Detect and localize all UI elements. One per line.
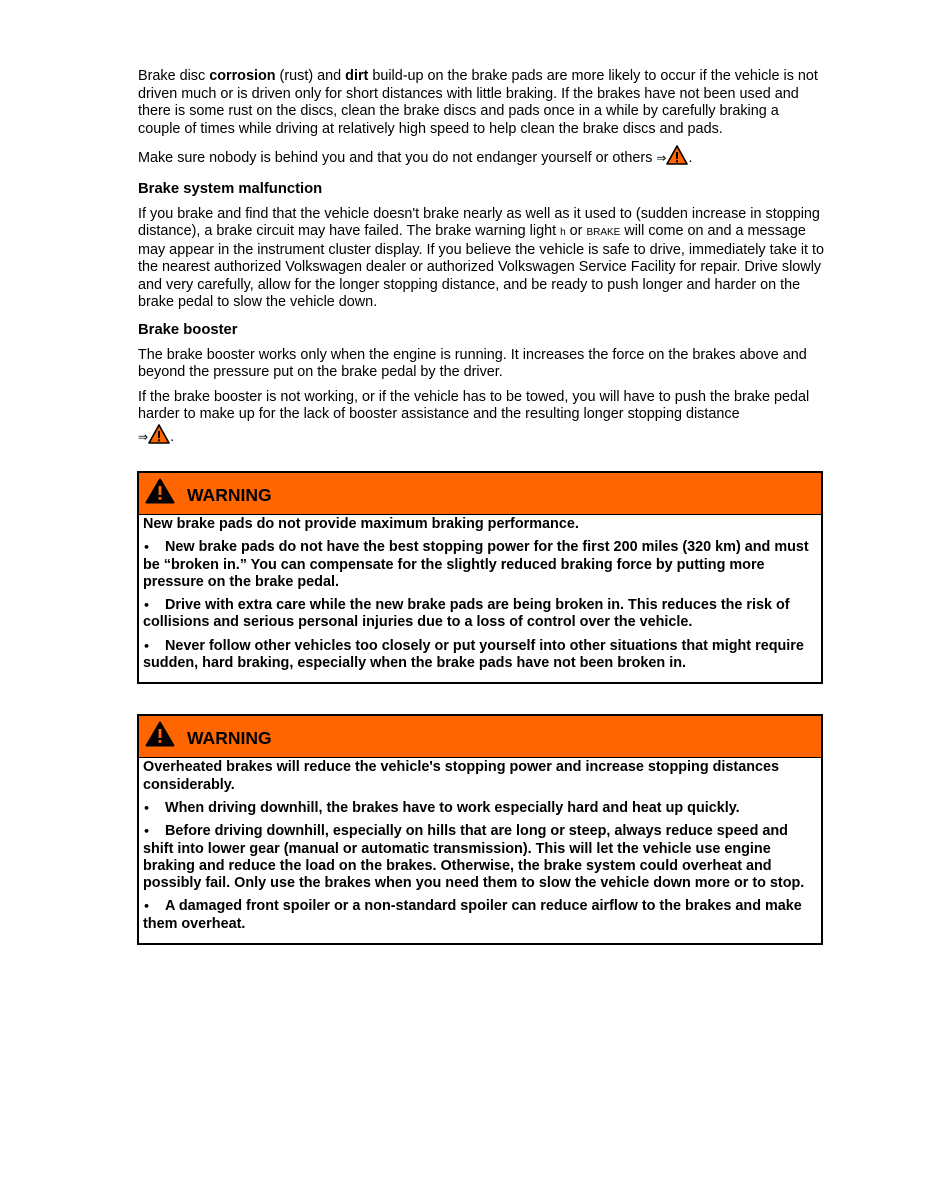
warning-box-overheated-brakes xyxy=(137,714,823,945)
warning-bullet: • New brake pads do not have the best stopping power for the first 200 miles (320 km) and must be “broken in.” You can compensate for the slightly reduced braking force by putting more pressure on the brake pedal. xyxy=(143,539,809,590)
warning-bullet: • Never follow other vehicles too closely or put yourself into other situations that might require sudden, hard braking, especially when the brake pads have not been broken in. xyxy=(143,637,804,672)
warning-lead: Overheated brakes will reduce the vehicle's stopping power and increase stopping distances considerably. xyxy=(143,759,780,793)
malfunction-paragraph: If you brake and find that the vehicle doesn't brake nearly as well as it used to (sudden increase in stopping distance), a brake circuit may have failed. The brake warning light h or BRAKE will come on and a message may appear in the instrument cluster display. If you believe the vehicle is safe to drive, immediately take it to the nearest authorized Volkswagen dealer or authorized Volkswagen Service Facility for repair. Drive slowly and very carefully, allow for the longer stopping distance, and be ready to push longer and harder on the brake pedal to slow the vehicle down. xyxy=(138,205,825,310)
warning-title: WARNING xyxy=(187,484,272,505)
warning-triangle-icon xyxy=(145,478,175,509)
cross-reference-arrow: ⇒ xyxy=(138,429,149,444)
warning-triangle-icon xyxy=(145,721,175,752)
warning-bullet: • Before driving downhill, especially on hills that are long or steep, always reduce speed and shift into lower gear (manual or automatic transmission). This will let the vehicle use engine braking and reduce the load on the brakes. Otherwise, the brake system could overheat and possibly fail. Only use the brakes when you need them to slow the vehicle down more or to stop. xyxy=(143,823,805,892)
warning-triangle-icon[interactable] xyxy=(148,424,170,450)
booster-paragraph-2: If the brake booster is not working, or if the vehicle has to be towed, you will have to push the brake pedal harder to make up for the lack of booster assistance and the resulting longer stopping distance ⇒ . xyxy=(138,389,824,450)
warning-lead: New brake pads do not provide maximum braking performance. xyxy=(143,516,579,532)
warning-triangle-icon[interactable] xyxy=(666,145,688,171)
warning-title: WARNING xyxy=(187,727,272,748)
warning-bullet: • When driving downhill, the brakes have to work especially hard and heat up quickly. xyxy=(143,799,740,816)
cross-reference-arrow: ⇒ xyxy=(656,151,667,165)
intro-paragraph: Brake disc corrosion (rust) and dirt build-up on the brake pads are more likely to occur if the vehicle is not driven much or is driven only for short distances with little braking. If the brakes have not been used and there is some rust on the discs, clean the brake discs and pads once in a while by carefully braking a couple of times while driving at relatively high speed to help clean the brake discs and pads. xyxy=(138,68,818,137)
caution-paragraph: Make sure nobody is behind you and that you do not endanger yourself or others ⇒ . xyxy=(138,145,824,171)
booster-paragraph-1: The brake booster works only when the engine is running. It increases the force on the brakes above and beyond the pressure put on the brake pedal by the driver. xyxy=(138,346,807,380)
page-content xyxy=(138,68,824,945)
brake-malfunction-heading: Brake system malfunction xyxy=(138,180,323,197)
brake-label: BRAKE xyxy=(586,227,621,238)
warning-bullet: • Drive with extra care while the new brake pads are being broken in. This reduces the risk of collisions and serious personal injuries due to a loss of control over the vehicle. xyxy=(143,597,790,631)
warning-bullet: • A damaged front spoiler or a non-standard spoiler can reduce airflow to the brakes and make them overheat. xyxy=(143,898,802,932)
warning-box-brake-pads xyxy=(137,471,823,684)
brake-warning-light-symbol: h xyxy=(560,227,566,238)
warning-header xyxy=(139,473,821,515)
brake-booster-heading: Brake booster xyxy=(138,321,238,338)
warning-header xyxy=(139,716,821,758)
